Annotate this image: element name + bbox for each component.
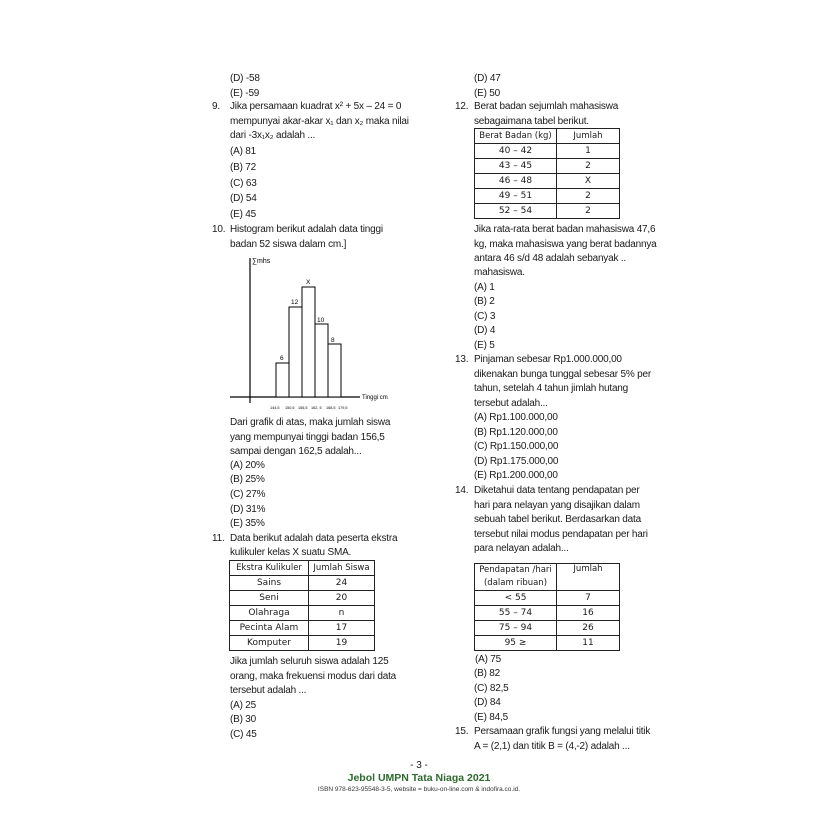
table-row	[230, 621, 375, 636]
q9-option-d: (D) 54	[230, 193, 257, 204]
q15-text-line-1: Persamaan grafik fungsi yang melalui titik	[474, 726, 651, 737]
q12-option-e: (E) 5	[474, 340, 495, 351]
q12-row-4-count: 2	[557, 189, 620, 204]
q12-after-line-4: mahasiswa.	[474, 267, 525, 278]
q13-text-line-1: Pinjaman sebesar Rp1.000.000,00	[474, 354, 622, 365]
q11-row-5-name: Komputer	[230, 636, 309, 651]
q11-option-b: (B) 30	[230, 714, 257, 725]
table-row	[475, 621, 620, 636]
q12-after-line-2: kg, maka mahasiswa yang berat badannya	[474, 239, 657, 250]
q13-option-b: (B) Rp1.120.000,00	[474, 427, 558, 438]
q14-row-4-count: 11	[557, 636, 620, 651]
q14-text-line-5: para nelayan adalah...	[474, 543, 569, 554]
q9-option-c: (C) 63	[230, 178, 257, 189]
q14-option-b: (B) 82	[474, 668, 501, 679]
q13-option-a: (A) Rp1.100.000,00	[474, 412, 558, 423]
q11-row-3-name: Olahraga	[230, 606, 309, 621]
table-row	[475, 591, 620, 606]
q11-option-a: (A) 25	[230, 700, 257, 711]
q12-option-c: (C) 3	[474, 311, 496, 322]
q9-text-line-1: Jika persamaan kuadrat x² + 5x – 24 = 0	[230, 101, 402, 112]
histogram-x-tick-4: 162, 5	[311, 406, 322, 410]
q12-row-2-count: 2	[557, 159, 620, 174]
table-row	[230, 606, 375, 621]
q13-option-e: (E) Rp1.200.000,00	[474, 470, 558, 481]
q11-row-3-count: n	[309, 606, 375, 621]
q13-text-line-4: tersebut adalah...	[474, 398, 548, 409]
q10-after-line-3: sampai dengan 162,5 adalah...	[230, 446, 362, 457]
histogram-x-tick-5: 168,5	[326, 406, 336, 410]
q11-after-line-1: Jika jumlah seluruh siswa adalah 125	[230, 656, 389, 667]
q14-row-2-count: 16	[557, 606, 620, 621]
q10-option-c: (C) 27%	[230, 489, 266, 500]
q11-row-5-count: 19	[309, 636, 375, 651]
histogram-bar-2	[289, 307, 302, 397]
q14-row-1-count: 7	[557, 591, 620, 606]
q12-option-b: (B) 2	[474, 296, 495, 307]
histogram-bar-4	[315, 324, 328, 397]
q14-row-2-range: 55 – 74	[475, 606, 557, 621]
histogram-bar-label-1: 6	[280, 355, 284, 362]
q10-option-a: (A) 20%	[230, 460, 265, 471]
q14-option-a: (A) 75	[475, 654, 502, 665]
q12-text-line-1: Berat badan sejumlah mahasiswa	[474, 101, 619, 112]
q10-text-line-1: Histogram berikut adalah data tinggi	[230, 224, 383, 235]
left-prev-option-e: (E) -59	[230, 88, 260, 99]
q10-number: 10.	[212, 224, 226, 235]
table-row	[475, 636, 620, 651]
q12-after-line-3: antara 46 s/d 48 adalah sebanyak ..	[474, 253, 627, 264]
q12-table-header-1: Berat Badan (kg)	[475, 129, 557, 144]
q11-table	[229, 560, 375, 651]
q12-row-3-count: X	[557, 174, 620, 189]
histogram-x-tick-3: 156,5	[298, 406, 308, 410]
q10-text-line-2: badan 52 siswa dalam cm.]	[230, 239, 347, 250]
table-row	[475, 189, 620, 204]
q10-after-line-1: Dari grafik di atas, maka jumlah siswa	[230, 417, 391, 428]
q13-text-line-2: dikenakan bunga tunggal sebesar 5% per	[474, 369, 651, 380]
q11-row-2-count: 20	[309, 591, 375, 606]
q12-row-1-count: 1	[557, 144, 620, 159]
footer-isbn: ISBN 978-623-95548-3-5, website = buku-on-line.com & indofira.co.id.	[317, 786, 521, 793]
page-number: - 3 -	[410, 760, 428, 771]
histogram-bar-1	[276, 363, 289, 397]
q14-option-c: (C) 82,5	[474, 683, 509, 694]
q12-after-line-1: Jika rata-rata berat badan mahasiswa 47,6	[474, 224, 656, 235]
left-prev-option-d: (D) -58	[230, 73, 260, 84]
q14-row-4-range: 95 ≥	[475, 636, 557, 651]
q11-table-header-1: Ekstra Kulikuler	[230, 561, 309, 576]
histogram-figure	[228, 252, 398, 414]
histogram-bar-3	[302, 287, 315, 397]
q10-option-e: (E) 35%	[230, 518, 265, 529]
q14-table	[474, 563, 620, 651]
q10-option-b: (B) 25%	[230, 474, 265, 485]
q11-table-header-2: Jumlah Siswa	[309, 561, 375, 576]
q12-table-header-2: Jumlah	[557, 129, 620, 144]
histogram-x-axis-label: Tinggi cm	[362, 395, 388, 401]
q11-number: 11.	[212, 533, 225, 544]
q9-option-b: (B) 72	[230, 162, 257, 173]
table-row	[230, 591, 375, 606]
histogram-y-axis-label: ∑mhs	[252, 258, 271, 265]
q12-table	[474, 128, 620, 219]
q11-option-c: (C) 45	[230, 729, 257, 740]
q14-option-d: (D) 84	[474, 697, 501, 708]
q14-table-header-1b: (dalam ribuan)	[483, 578, 548, 588]
table-row	[475, 204, 620, 219]
table-row	[475, 159, 620, 174]
q9-number: 9.	[212, 101, 220, 112]
histogram-bar-label-4: 10	[317, 317, 325, 324]
q10-after-line-2: yang mempunyai tinggi badan 156,5	[230, 432, 385, 443]
q13-number: 13.	[455, 354, 469, 365]
q13-text-line-3: tahun, setelah 4 tahun jimlah hutang	[474, 383, 629, 394]
table-row	[475, 606, 620, 621]
q9-text-line-2: mempunyai akar-akar x₁ dan x₂ maka nilai	[230, 116, 409, 127]
q10-option-d: (D) 31%	[230, 504, 266, 515]
right-prev-option-e: (E) 50	[474, 88, 501, 99]
q11-row-1-name: Sains	[230, 576, 309, 591]
q12-row-2-range: 43 – 45	[475, 159, 557, 174]
table-row	[475, 174, 620, 189]
q14-row-1-range: < 55	[475, 591, 557, 606]
q12-text-line-2: sebagaimana tabel berikut.	[474, 116, 589, 127]
q11-text-line-2: kulikuler kelas X suatu SMA.	[230, 547, 352, 558]
q9-option-a: (A) 81	[230, 146, 257, 157]
q13-option-d: (D) Rp1.175.000,00	[474, 456, 559, 467]
q12-row-5-range: 52 – 54	[475, 204, 557, 219]
histogram-bar-5	[328, 344, 341, 397]
q14-option-e: (E) 84,5	[474, 712, 508, 723]
q9-option-e: (E) 45	[230, 209, 257, 220]
q13-option-c: (C) Rp1.150.000,00	[474, 441, 559, 452]
histogram-x-tick-1: 144,5	[270, 406, 280, 410]
q12-number: 12.	[455, 101, 469, 112]
q12-row-1-range: 40 – 42	[475, 144, 557, 159]
q11-text-line-1: Data berikut adalah data peserta ekstra	[230, 533, 398, 544]
q11-row-1-count: 24	[309, 576, 375, 591]
table-row	[230, 636, 375, 651]
footer-book-title: Jebol UMPN Tata Niaga 2021	[347, 772, 491, 784]
q9-text-line-3: dari -3x₁x₂ adalah ...	[230, 130, 316, 141]
q15-number: 15.	[455, 726, 469, 737]
q14-table-header-1a: Pendapatan /hari	[479, 565, 552, 575]
q11-row-4-name: Pecinta Alam	[230, 621, 309, 636]
histogram-bar-label-2: 12	[291, 299, 299, 306]
q11-after-line-2: orang, maka frekuensi modus dari data	[230, 671, 397, 682]
histogram-bar-label-5: 8	[331, 337, 335, 344]
q14-number: 14.	[455, 485, 469, 496]
q14-table-header-2: Jumlah	[557, 564, 620, 591]
q11-row-2-name: Seni	[230, 591, 309, 606]
q14-text-line-4: tersebut nilai modus pendapatan per hari	[474, 529, 648, 540]
q14-table-header-1	[475, 564, 557, 591]
q12-option-d: (D) 4	[474, 325, 496, 336]
q12-row-3-range: 46 – 48	[475, 174, 557, 189]
histogram-x-tick-6: 179,5	[338, 406, 348, 410]
q11-after-line-3: tersebut adalah ...	[230, 685, 307, 696]
q14-text-line-1: Diketahui data tentang pendapatan per	[474, 485, 640, 496]
right-prev-option-d: (D) 47	[474, 73, 501, 84]
q14-row-3-count: 26	[557, 621, 620, 636]
histogram-x-tick-2: 150,5	[285, 406, 295, 410]
q12-row-5-count: 2	[557, 204, 620, 219]
q12-row-4-range: 49 – 51	[475, 189, 557, 204]
histogram-bar-label-3: X	[306, 279, 311, 286]
q14-text-line-2: hari para nelayan yang disajikan dalam	[474, 500, 640, 511]
q14-row-3-range: 75 – 94	[475, 621, 557, 636]
q11-row-4-count: 17	[309, 621, 375, 636]
table-row	[475, 144, 620, 159]
q15-text-line-2: A = (2,1) dan titik B = (4,-2) adalah ...	[474, 741, 630, 752]
table-row	[230, 576, 375, 591]
q14-text-line-3: sebuah tabel berikut. Berdasarkan data	[474, 514, 641, 525]
q12-option-a: (A) 1	[474, 282, 495, 293]
